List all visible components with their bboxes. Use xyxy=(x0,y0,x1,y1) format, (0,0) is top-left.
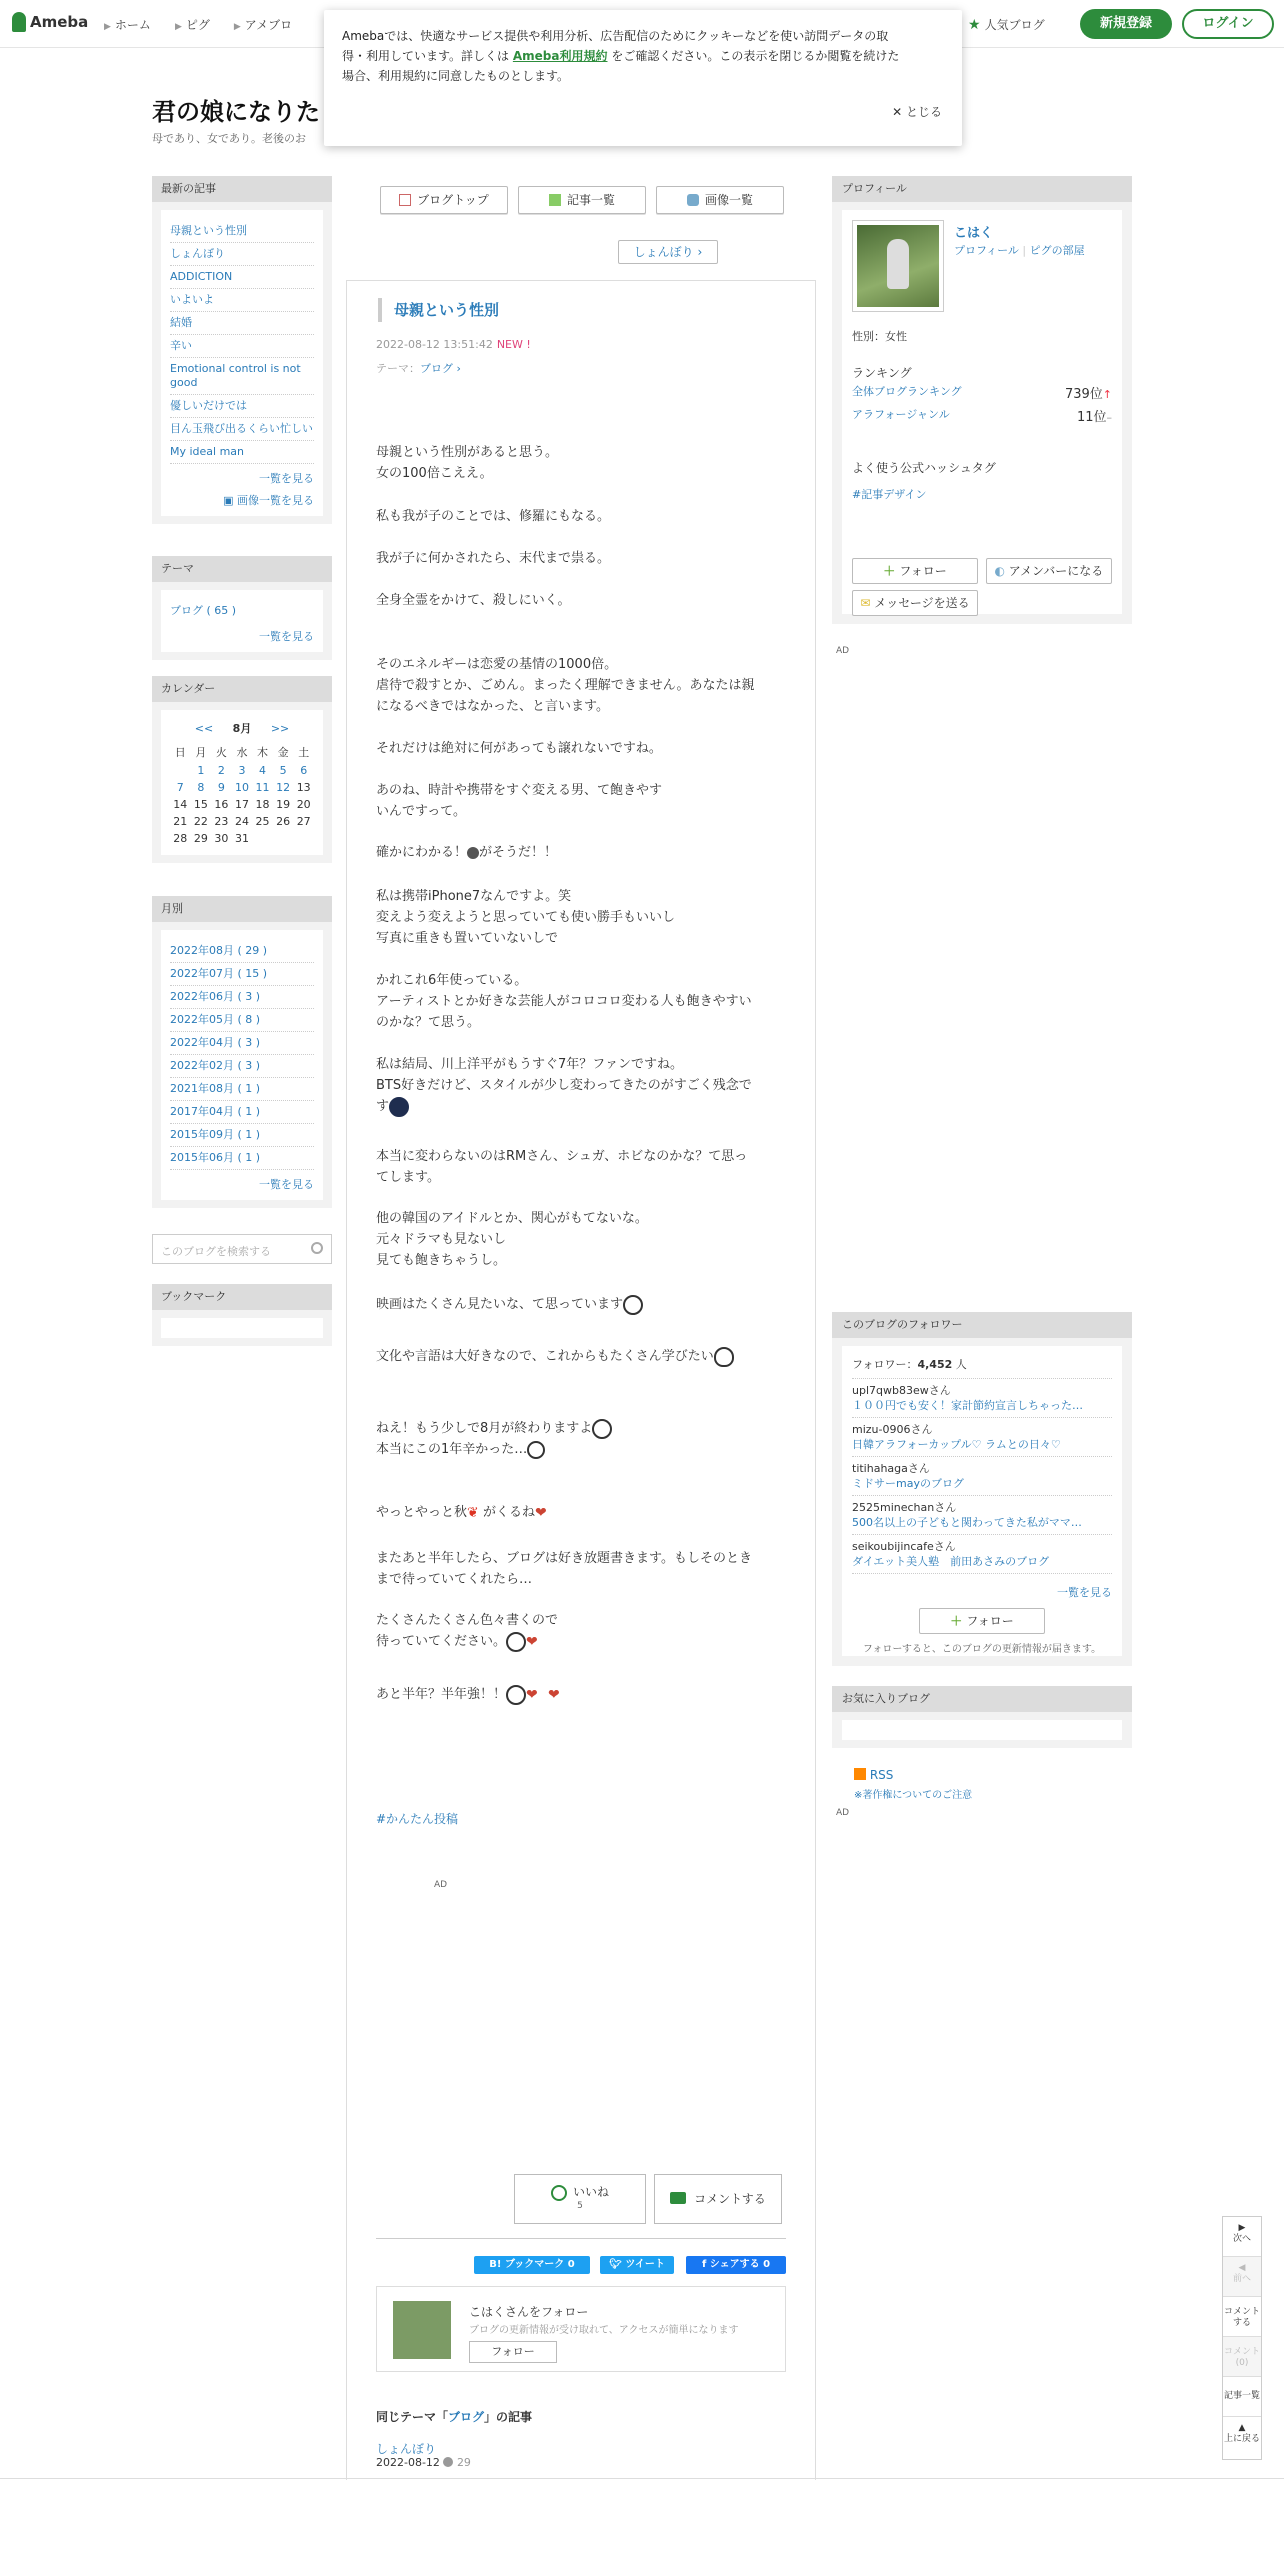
list-icon xyxy=(549,194,561,206)
same-theme-item-meta: 2022-08-12 29 xyxy=(376,2456,471,2469)
close-icon: ✕ xyxy=(892,105,906,119)
amember-button[interactable]: ◐ アメンバーになる xyxy=(986,558,1112,584)
recent-posts-box xyxy=(152,176,332,524)
recent-more-link[interactable]: 一覧を見る xyxy=(259,472,314,485)
ranking-row: アラフォージャンル 11位– xyxy=(852,408,1112,425)
recent-posts-heading: 最新の記事 xyxy=(152,176,332,202)
maple-leaf-icon: ❦ xyxy=(467,1504,479,1521)
calendar-weekday: 土 xyxy=(298,746,310,759)
article-paragraph: それだけは絶対に何があっても譲れないですね。 xyxy=(376,741,662,756)
article-theme: テーマ：ブログ › xyxy=(376,362,461,375)
followers-count: フォロワー：4,452 人 xyxy=(852,1356,1112,1379)
calendar-day: 16 xyxy=(214,798,229,811)
copyright-note-link[interactable]: ※著作権についてのご注意 xyxy=(854,1790,973,1801)
article-paragraph: ねえ！もう少しで8月が終わりますよ 本当にこの1年辛かった… xyxy=(376,1418,796,1460)
article-paragraph: 文化や言語は大好きなので、これからもたくさん学びたい xyxy=(376,1346,796,1367)
search-icon[interactable] xyxy=(311,1242,323,1254)
calendar-heading: カレンダー xyxy=(152,676,332,702)
theme-link[interactable]: ブログ xyxy=(420,362,453,375)
facebook-icon: f xyxy=(701,2259,710,2270)
cookie-text: Amebaでは、快適なサービス提供や利用分析、広告配信のためにクッキーなどを使い訪問データの取 得・利用しています。詳しくは Ameba利用規約 をご確認ください。この表示を閉じるか閲覧を続けた 場合、利用規約に同意したものとします。 xyxy=(342,29,900,83)
calendar-table xyxy=(170,742,314,847)
list-item[interactable]: 2022年08月 ( 29 ) xyxy=(170,940,314,963)
sparkle-drops-icon: ❤ xyxy=(526,1686,538,1703)
arrow-up-icon: ▲ xyxy=(1238,2423,1246,2433)
recent-posts-list xyxy=(170,220,314,464)
article-list-float-button[interactable]: 記事一覧 xyxy=(1223,2377,1261,2417)
article-paragraph: 全身全霊をかけて、殺しにいく。 xyxy=(376,593,571,608)
blog-search-input[interactable]: このブログを検索する xyxy=(152,1234,332,1264)
article-paragraph: たくさんたくさん色々書くので 待っていてください。 ❤ xyxy=(376,1613,559,1650)
chevron-right-icon: › xyxy=(456,362,461,375)
article-paragraph: 私は結局、川上洋平がもうすぐ7年？ファンですね。 BTS好きだけど、スタイルが少し変わってきたのがすごく残念で す xyxy=(376,1054,796,1117)
ad-label: AD xyxy=(836,646,850,656)
avatar[interactable] xyxy=(393,2301,451,2359)
list-item[interactable]: My ideal man xyxy=(170,441,314,464)
calendar-next[interactable]: >> xyxy=(270,722,290,735)
list-item[interactable]: 2015年09月 ( 1 ) xyxy=(170,1124,314,1147)
calendar-day[interactable]: 8 xyxy=(197,781,205,794)
sparkle-drops-icon: ❤ xyxy=(526,1633,538,1650)
tab-blog-top[interactable]: ブログトップ xyxy=(380,186,508,214)
sparkle-drops-icon: ❤ xyxy=(535,1504,547,1521)
message-button[interactable]: ✉ メッセージを送る xyxy=(852,590,978,616)
comment-button[interactable]: コメントする xyxy=(654,2174,782,2224)
list-item[interactable]: 母親という性別 xyxy=(170,220,314,243)
calendar-day: 31 xyxy=(234,832,249,845)
same-theme-heading: 同じテーマ「ブログ」の記事 xyxy=(376,2410,533,2424)
article-paragraph: 私も我が子のことでは、修羅にもなる。 xyxy=(376,509,611,524)
list-item[interactable]: 2017年04月 ( 1 ) xyxy=(170,1101,314,1124)
crying-emoji-icon xyxy=(527,1441,545,1459)
follow-button-secondary[interactable]: ＋ フォロー xyxy=(919,1608,1045,1634)
calendar-day: 15 xyxy=(193,798,208,811)
theme-more-link[interactable]: 一覧を見る xyxy=(259,630,314,643)
article-paragraph: 母親という性別があると思う。 女の100倍こええ。 xyxy=(376,445,559,481)
article-paragraph: やっとやっと秋❦ がくるね❤ xyxy=(376,1502,796,1523)
ameba-logo[interactable]: Ameba xyxy=(12,12,88,32)
calendar-day xyxy=(273,830,294,847)
follower-item[interactable]: mizu-0906さん 日韓アラフォーカップル♡ ラムとの日々♡ xyxy=(852,1418,1112,1457)
follower-item[interactable]: seikoubijincafeさん ダイエット美人塾 前田あさみのブログ xyxy=(852,1535,1112,1574)
calendar-day[interactable]: 11 xyxy=(255,781,270,794)
arrow-left-icon: ◀ xyxy=(1238,2263,1246,2273)
chevron-right-icon: ▶ xyxy=(174,22,182,32)
hatena-bookmark-button[interactable]: B! ブックマーク 0 xyxy=(474,2256,590,2274)
calendar-day[interactable]: 3 xyxy=(238,764,246,777)
profile-name[interactable]: こはく xyxy=(954,226,994,241)
theme-box xyxy=(152,556,332,660)
article-date: 2022-08-12 13:51:42 NEW ! xyxy=(376,338,531,351)
list-item[interactable]: 2022年02月 ( 3 ) xyxy=(170,1055,314,1078)
article-title[interactable]: 母親という性別 xyxy=(378,298,499,322)
article-paragraph: 映画はたくさん見たいな、て思っています xyxy=(376,1294,796,1315)
calendar-day: 22 xyxy=(193,815,208,828)
envelope-icon: ✉ xyxy=(860,596,875,610)
calendar-day: 14 xyxy=(173,798,188,811)
blog-title[interactable]: 君の娘になりた xyxy=(152,97,320,126)
calendar-day[interactable]: 4 xyxy=(259,764,267,777)
calendar-day[interactable]: 9 xyxy=(217,781,225,794)
new-badge: NEW ! xyxy=(496,338,531,351)
list-item[interactable]: しょんぼり xyxy=(170,243,314,266)
hashtag-heading: よく使う公式ハッシュタグ xyxy=(852,461,996,475)
list-item[interactable]: 2021年08月 ( 1 ) xyxy=(170,1078,314,1101)
overall-ranking-link[interactable]: 全体ブログランキング xyxy=(852,385,962,398)
calendar-day: 29 xyxy=(193,832,208,845)
follower-item[interactable]: 2525minechanさん 500名以上の子どもと関わってきた私がママ… xyxy=(852,1496,1112,1535)
article-paragraph: あのね、時計や携帯をすぐ変える男、て飽きやす いんですって。 xyxy=(376,783,663,819)
calendar-day: 27 xyxy=(296,815,311,828)
home-icon xyxy=(399,194,411,206)
follow-card-desc: ブログの更新情報が受け取れて、アクセスが簡単になります xyxy=(469,2325,739,2336)
divider xyxy=(376,2238,786,2239)
list-item[interactable]: ADDICTION xyxy=(170,266,314,289)
follower-item[interactable]: upl7qwb83ewさん １００円でも安く！家計節約宣言しちゃった… xyxy=(852,1379,1112,1418)
list-item[interactable]: いよいよ xyxy=(170,289,314,312)
followers-box xyxy=(832,1312,1132,1666)
calendar-day: 19 xyxy=(276,798,291,811)
next-article-button[interactable]: ▶ 次へ xyxy=(1223,2217,1261,2257)
list-item[interactable]: 優しいだけでは xyxy=(170,395,314,418)
cookie-close-button[interactable]: ✕ とじる xyxy=(892,105,942,119)
facebook-share-button[interactable]: f シェアする 0 xyxy=(686,2256,786,2274)
rss-link[interactable]: RSS xyxy=(854,1768,893,1782)
bunny-emoji-icon xyxy=(592,1419,612,1439)
calendar-day[interactable]: 2 xyxy=(217,764,225,777)
profile-gender: 性別：女性 xyxy=(852,330,907,343)
popular-blogs-link[interactable]: ★ 人気ブログ xyxy=(968,16,1045,33)
bunny-emoji-icon xyxy=(506,1632,526,1652)
calendar-day: 21 xyxy=(173,815,188,828)
calendar-weekday: 木 xyxy=(257,746,269,759)
monthly-list xyxy=(170,940,314,1170)
prev-article-button-float[interactable]: ◀ 前へ xyxy=(1223,2257,1261,2297)
article-hashtag[interactable]: #かんたん投稿 xyxy=(376,1812,459,1826)
calendar-weekday: 金 xyxy=(277,746,289,759)
follow-button[interactable]: ＋ フォロー xyxy=(852,558,978,584)
calendar-box xyxy=(152,676,332,863)
comment-bubble-icon xyxy=(443,2457,453,2467)
same-theme-link[interactable]: ブログ xyxy=(448,2410,485,2424)
theme-item[interactable]: ブログ ( 65 ) xyxy=(170,604,237,617)
calendar-day[interactable]: 10 xyxy=(234,781,249,794)
happy-face-emoji-icon xyxy=(623,1295,643,1315)
calendar-day: 17 xyxy=(234,798,249,811)
followers-more-link[interactable]: 一覧を見る xyxy=(1057,1586,1112,1599)
nav-pigg[interactable]: ▶ ピグ xyxy=(174,18,210,32)
article-paragraph: 他の韓国のアイドルとか、関心がもてないな。 元々ドラマも見ないし 見ても飽きちゃうし。 xyxy=(376,1211,648,1268)
list-item[interactable]: 2015年06月 ( 1 ) xyxy=(170,1147,314,1170)
calendar-day: 26 xyxy=(276,815,291,828)
comment-count-float[interactable]: コメント(0) xyxy=(1223,2337,1261,2377)
calendar-day[interactable]: 6 xyxy=(300,764,308,777)
monthly-box xyxy=(152,896,332,1208)
chevron-right-icon: › xyxy=(697,245,703,259)
list-item[interactable]: 目ん玉飛び出るくらい忙しい xyxy=(170,418,314,441)
follow-card xyxy=(376,2286,786,2372)
register-button[interactable]: 新規登録 xyxy=(1080,9,1172,39)
profile-links: プロフィール | ピグの部屋 xyxy=(954,244,1085,257)
plus-icon: ＋ xyxy=(883,564,900,578)
ameba-logo-icon xyxy=(12,12,26,32)
calendar-day[interactable]: 7 xyxy=(176,781,184,794)
login-button[interactable]: ログイン xyxy=(1182,9,1274,39)
like-button[interactable]: いいね 5 xyxy=(514,2174,646,2224)
calendar-day: 13 xyxy=(296,781,311,794)
calendar-day: 30 xyxy=(214,832,229,845)
pig-room-link[interactable]: ピグの部屋 xyxy=(1029,244,1085,257)
ranking-heading: ランキング xyxy=(852,366,912,380)
image-icon: ▣ xyxy=(223,494,237,507)
list-item[interactable]: 結婚 xyxy=(170,312,314,335)
image-list-link[interactable]: ▣ 画像一覧を見る xyxy=(223,494,314,507)
list-item[interactable]: 2022年07月 ( 15 ) xyxy=(170,963,314,986)
floating-nav xyxy=(1222,2216,1262,2460)
bookmark-heading: ブックマーク xyxy=(152,1284,332,1310)
back-to-top-button[interactable]: ▲ 上に戻る xyxy=(1223,2423,1260,2444)
ad-label: AD xyxy=(434,1880,448,1890)
camera-icon xyxy=(687,194,699,206)
profile-heading: プロフィール xyxy=(832,176,1132,202)
article-paragraph: 確かにわかる！ がそうだ！！ xyxy=(376,845,558,860)
calendar-day[interactable]: 5 xyxy=(279,764,287,777)
calendar-day: 23 xyxy=(214,815,229,828)
list-item[interactable]: 2022年04月 ( 3 ) xyxy=(170,1032,314,1055)
calendar-day xyxy=(252,830,273,847)
monthly-more-link[interactable]: 一覧を見る xyxy=(259,1178,314,1191)
global-nav xyxy=(104,16,292,33)
favorite-blogs-box xyxy=(832,1686,1132,1748)
calendar-day xyxy=(170,762,191,779)
theme-heading: テーマ xyxy=(152,556,332,582)
article-paragraph: またあと半年したら、ブログは好き放題書きます。もしそのとき まで待っていてくれたら… xyxy=(376,1551,752,1587)
followers-heading: このブログのフォロワー xyxy=(832,1312,1132,1338)
sparkle-drops-icon: ❤ xyxy=(548,1686,560,1703)
calendar-day: 20 xyxy=(296,798,311,811)
calendar-day: 28 xyxy=(173,832,188,845)
article-paragraph: あと半年？半年強！！ ❤ ❤ xyxy=(376,1684,796,1705)
article-paragraph: 本当に変わらないのはRMさん、シュガ、ホビなのかな？て思っ てします。 xyxy=(376,1149,748,1185)
calendar-day: 24 xyxy=(234,815,249,828)
profile-box xyxy=(832,176,1132,624)
like-count: 5 xyxy=(577,2200,583,2211)
profile-link[interactable]: プロフィール xyxy=(954,244,1019,257)
calendar-day xyxy=(293,830,314,847)
calendar-day: 18 xyxy=(255,798,270,811)
footer-divider xyxy=(0,2478,1284,2479)
tab-article-list[interactable]: 記事一覧 xyxy=(518,186,646,214)
calendar-weekday: 水 xyxy=(236,746,248,759)
chevron-right-icon: ▶ xyxy=(104,22,111,32)
article-paragraph: 私は携帯iPhone7なんですよ。笑 変えよう変えようと思っていても使い勝手もいいし 写真に重きも置いていないしで xyxy=(376,889,676,946)
blog-subtitle: 母であり、女であり。老後のお xyxy=(152,132,306,145)
follow-card-title: こはくさんをフォロー xyxy=(469,2305,589,2319)
chevron-right-icon: ▶ xyxy=(233,22,241,32)
bookmark-box xyxy=(152,1284,332,1346)
comment-float-button[interactable]: コメントする xyxy=(1223,2297,1261,2337)
favorite-blogs-heading: お気に入りブログ xyxy=(832,1686,1132,1712)
smile-icon xyxy=(551,2185,567,2201)
same-theme-item[interactable]: しょんぼり xyxy=(376,2442,437,2456)
list-item[interactable]: 辛い xyxy=(170,335,314,358)
prev-article-button[interactable]: しょんぼり › xyxy=(618,240,718,264)
amember-icon: ◐ xyxy=(994,564,1009,578)
follow-note: フォローすると、このブログの更新情報が届きます。 xyxy=(862,1644,1102,1655)
ranking-row: 全体ブログランキング 739位↑ xyxy=(852,385,1112,402)
calendar-weekday: 月 xyxy=(195,746,207,759)
monthly-heading: 月別 xyxy=(152,896,332,922)
official-hashtag[interactable]: #記事デザイン xyxy=(852,488,927,501)
profile-avatar[interactable] xyxy=(852,220,944,312)
sad-face-emoji-icon xyxy=(389,1097,409,1117)
cookie-banner xyxy=(324,10,962,146)
face-emoji-icon xyxy=(467,847,479,859)
bunny-emoji-icon xyxy=(506,1685,526,1705)
nav-ameblo[interactable]: ▶ アメブロ xyxy=(233,18,293,32)
arrow-right-icon: ▶ xyxy=(1238,2223,1246,2233)
genre-ranking-link[interactable]: アラフォージャンル xyxy=(852,408,950,421)
rss-icon xyxy=(854,1768,866,1780)
calendar-month: 8月 xyxy=(232,722,252,735)
follow-button[interactable]: フォロー xyxy=(469,2341,557,2363)
comment-icon xyxy=(670,2192,686,2204)
calendar-prev[interactable]: << xyxy=(194,722,214,735)
list-item[interactable]: Emotional control is not good xyxy=(170,358,314,395)
list-item[interactable]: 2022年06月 ( 3 ) xyxy=(170,986,314,1009)
article-paragraph: 我が子に何かされたら、末代まで祟る。 xyxy=(376,551,611,566)
tab-image-list[interactable]: 画像一覧 xyxy=(656,186,784,214)
follower-item[interactable]: titihahagaさん ミドサーmayのブログ xyxy=(852,1457,1112,1496)
twitter-icon: 🐦︎ xyxy=(609,2259,626,2270)
nav-home[interactable]: ▶ ホーム xyxy=(104,18,151,32)
list-item[interactable]: 2022年05月 ( 8 ) xyxy=(170,1009,314,1032)
plus-icon: ＋ xyxy=(950,1614,967,1628)
calendar-day[interactable]: 1 xyxy=(197,764,205,777)
star-icon: ★ xyxy=(968,16,981,33)
article-paragraph: かれこれ6年使っている。 アーティストとか好きな芸能人がコロコロ変わる人も飽きやすい のかな？て思う。 xyxy=(376,973,752,1030)
calendar-day: 25 xyxy=(255,815,270,828)
bunny-emoji-icon xyxy=(714,1347,734,1367)
calendar-weekday: 日 xyxy=(174,746,186,759)
calendar-day[interactable]: 12 xyxy=(276,781,291,794)
ad-label: AD xyxy=(836,1808,850,1818)
calendar-weekday: 火 xyxy=(215,746,227,759)
tweet-button[interactable]: 🐦︎ ツイート xyxy=(600,2256,674,2274)
terms-link[interactable]: Ameba利用規約 xyxy=(512,49,608,63)
article-paragraph: そのエネルギーは恋愛の基情の1000倍。 虐待で殺すとか、ごめん。まったく理解できません。あなたは親 になるべきではなかった、と言います。 xyxy=(376,657,755,714)
